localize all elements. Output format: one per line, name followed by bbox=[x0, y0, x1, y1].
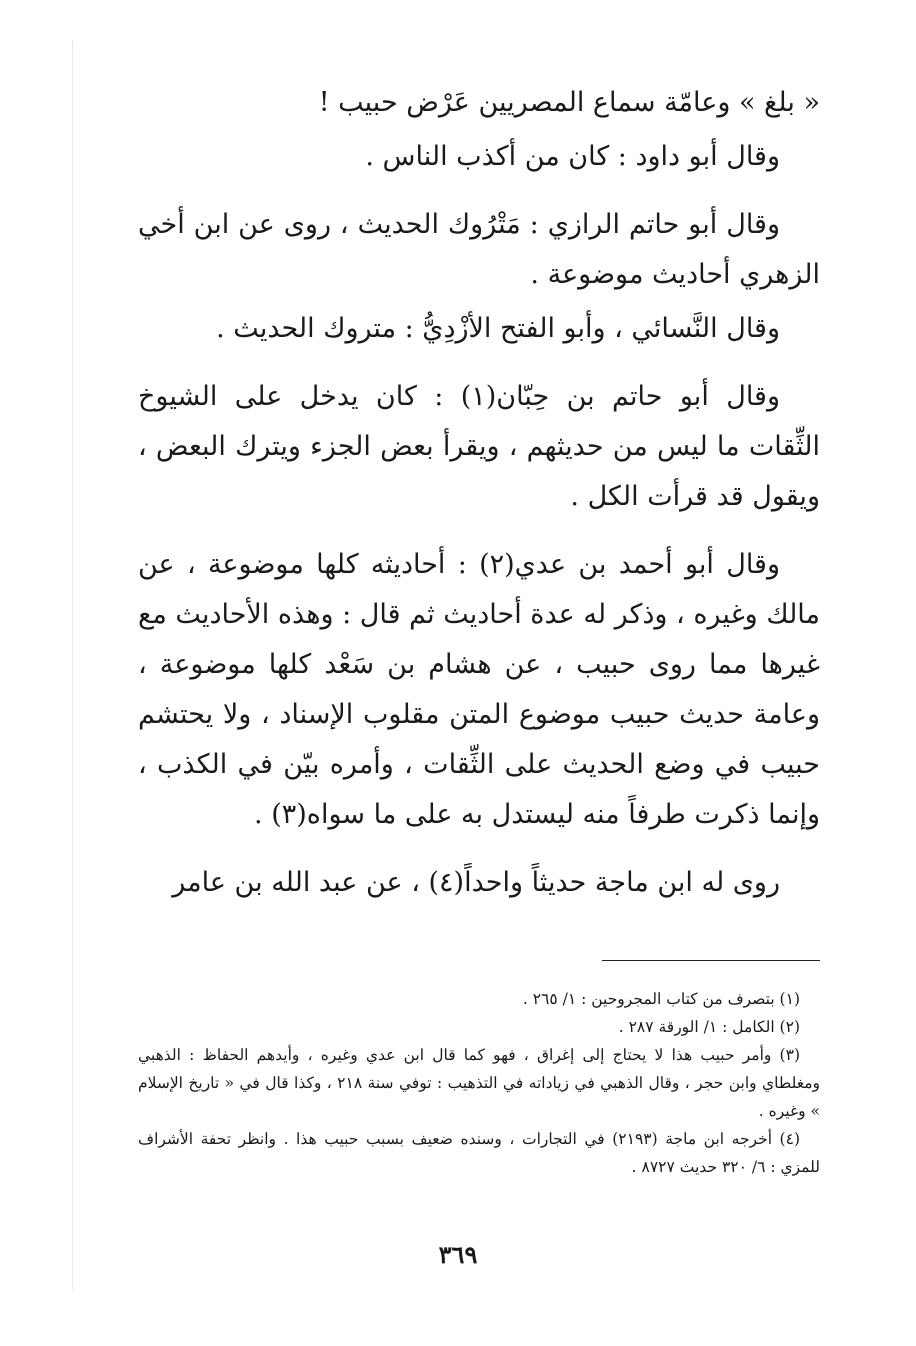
footnote-separator bbox=[602, 960, 820, 961]
paragraph-7: روى له ابن ماجة حديثاً واحداً(٤) ، عن عبد الله بن عامر bbox=[172, 867, 780, 898]
footnote-1: (١) بتصرف من كتاب المجروحين : ١/ ٢٦٥ . bbox=[522, 990, 800, 1008]
page-number: ٣٦٩ bbox=[438, 1240, 478, 1269]
paragraph-1: « بلغ » وعامّة سماع المصريين عَرْض حبيب ! bbox=[318, 87, 820, 118]
scan-margin-line bbox=[72, 40, 73, 1290]
paragraph-2: وقال أبو داود : كان من أكذب الناس . bbox=[365, 141, 780, 172]
paragraph-4: وقال النَّسائي ، وأبو الفتح الأزْدِيُّ : متروك الحديث . bbox=[216, 313, 780, 344]
footnote-2: (٢) الكامل : ١/ الورقة ٢٨٧ . bbox=[618, 1018, 800, 1036]
footnote-4: (٤) أخرجه ابن ماجة (٢١٩٣) في التجارات ، وسنده ضعيف بسبب حبيب هذا . وانظر تحفة الأشراف للمزي : ٦/ ٣٢٠ حديث ٨٧٢٧ . bbox=[138, 1130, 820, 1176]
paragraph-5: وقال أبو حاتم بن حِبّان(١) : كان يدخل على الشيوخ الثِّقات ما ليس من حديثهم ، ويقرأ بعض الجزء ويترك البعض ، ويقول قد قرأت الكل . bbox=[138, 381, 820, 512]
paragraph-3: وقال أبو حاتم الرازي : مَتْرُوك الحديث ، روى عن ابن أخي الزهري أحاديث موضوعة . bbox=[138, 209, 820, 290]
main-text-body bbox=[138, 78, 820, 908]
paragraph-6: وقال أبو أحمد بن عدي(٢) : أحاديثه كلها موضوعة ، عن مالك وغيره ، وذكر له عدة أحاديث ثم قال : وهذه الأحاديث مع غيرها مما روى حبيب ، عن هشام بن سَعْد كلها موضوعة ، وعامة حديث حبيب موضوع المتن مقلوب الإسناد ، ولا يحتشم حبيب في وضع الحديث على الثِّقات ، وأمره بيّن في الكذب ، وإنما ذكرت طرفاً منه ليستدل به على ما سواه(٣) . bbox=[138, 549, 820, 830]
footnote-3: (٣) وأمر حبيب هذا لا يحتاج إلى إغراق ، فهو كما قال ابن عدي وغيره ، وأيدهم الحفاظ : الذهبي ومغلطاي وابن حجر ، وقال الذهبي في زياداته في التذهيب : توفي سنة ٢١٨ ، وكذا قال في « تاريخ الإسلام » وغيره . bbox=[138, 1046, 821, 1120]
footnotes-section bbox=[138, 985, 820, 1181]
